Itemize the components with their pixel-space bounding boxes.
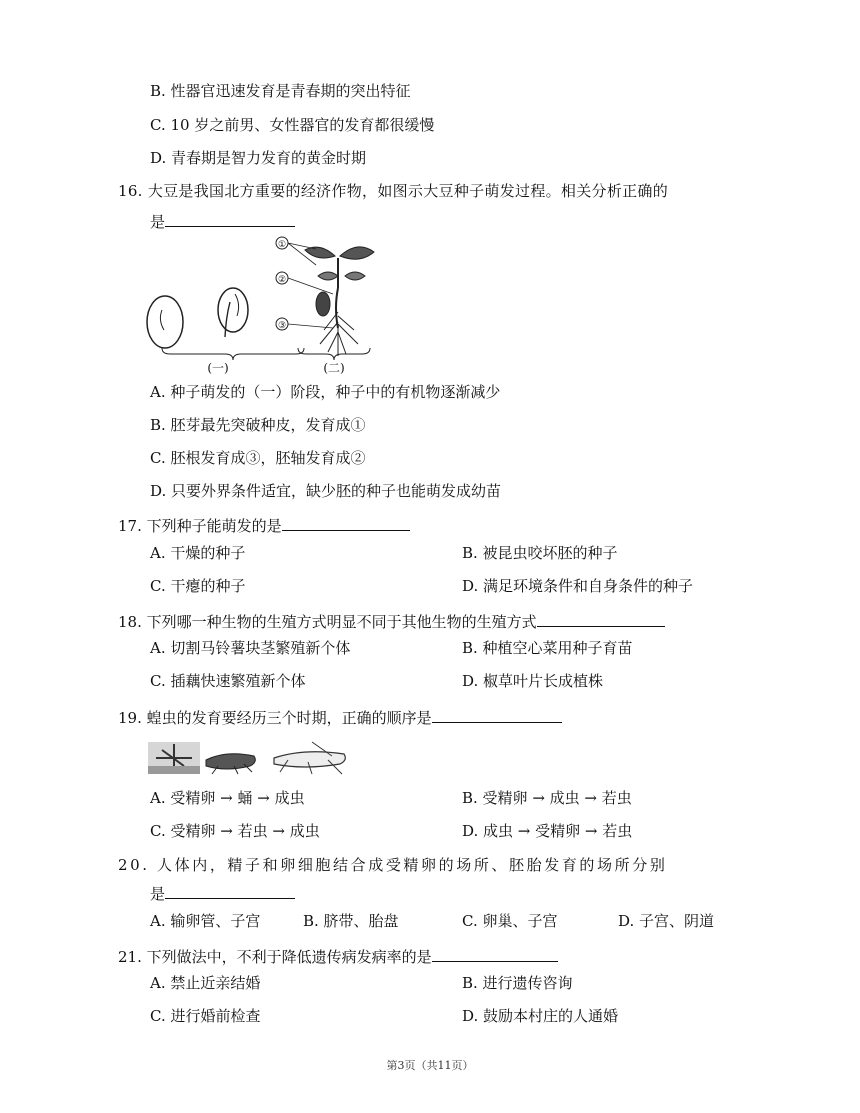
stage-label-2: (二) bbox=[323, 361, 345, 375]
seed-stage-1 bbox=[147, 296, 183, 348]
marker-1: ① bbox=[277, 240, 287, 250]
q19-stem-text: 19. 蝗虫的发育要经历三个时期，正确的顺序是 bbox=[118, 709, 432, 727]
q20-option-b: B. 脐带、胎盘 bbox=[303, 912, 399, 930]
answer-blank bbox=[282, 514, 410, 531]
q17-option-b: B. 被昆虫咬坏胚的种子 bbox=[462, 544, 618, 562]
q21-option-b: B. 进行遗传咨询 bbox=[462, 974, 573, 992]
q19-stem bbox=[118, 706, 562, 728]
page-footer: 第3页（共11页） bbox=[386, 1059, 474, 1072]
q20-option-c: C. 卵巢、子宫 bbox=[462, 912, 558, 930]
q15-option-b: B. 性器官迅速发育是青春期的突出特征 bbox=[150, 82, 411, 100]
q18-option-c: C. 插藕快速繁殖新个体 bbox=[150, 672, 306, 690]
marker-2: ② bbox=[277, 275, 287, 285]
q17-stem-text: 17. 下列种子能萌发的是 bbox=[118, 517, 282, 535]
q19-option-c: C. 受精卵 → 若虫 → 成虫 bbox=[150, 822, 320, 840]
q21-option-c: C. 进行婚前检查 bbox=[150, 1007, 261, 1025]
q18-stem bbox=[118, 610, 665, 632]
q20-stem-line2 bbox=[150, 882, 295, 904]
q17-option-a: A. 干燥的种子 bbox=[150, 544, 246, 562]
q21-option-a: A. 禁止近亲结婚 bbox=[150, 974, 261, 992]
q20-stem-line1: 20. 人体内，精子和卵细胞结合成受精卵的场所、胚胎发育的场所分别 bbox=[118, 856, 668, 874]
answer-blank bbox=[165, 210, 295, 227]
answer-blank bbox=[432, 706, 562, 723]
q16-option-b: B. 胚芽最先突破种皮，发育成① bbox=[150, 416, 366, 434]
q20-option-a: A. 输卵管、子宫 bbox=[150, 912, 261, 930]
q19-option-a: A. 受精卵 → 蛹 → 成虫 bbox=[150, 789, 305, 807]
q21-stem bbox=[118, 945, 558, 967]
q16-option-d: D. 只要外界条件适宜，缺少胚的种子也能萌发成幼苗 bbox=[150, 482, 502, 500]
q16-stem-line2 bbox=[150, 210, 295, 232]
q20-option-d: D. 子宫、阴道 bbox=[618, 912, 715, 930]
seed-stage-2 bbox=[218, 288, 248, 332]
seed-germination-figure bbox=[140, 232, 390, 377]
q21-option-d: D. 鼓励本村庄的人通婚 bbox=[462, 1007, 619, 1025]
q18-stem-text: 18. 下列哪一种生物的生殖方式明显不同于其他生物的生殖方式 bbox=[118, 613, 537, 631]
marker-3: ③ bbox=[277, 321, 287, 331]
q21-stem-text: 21. 下列做法中，不利于降低遗传病发病率的是 bbox=[118, 948, 432, 966]
q15-option-c: C. 10 岁之前男、女性器官的发育都很缓慢 bbox=[150, 116, 435, 134]
q18-option-d: D. 椒草叶片长成植株 bbox=[462, 672, 604, 690]
q18-option-b: B. 种植空心菜用种子育苗 bbox=[462, 639, 633, 657]
seedling-stage-3 bbox=[305, 247, 374, 356]
q15-option-d: D. 青春期是智力发育的黄金时期 bbox=[150, 149, 367, 167]
q17-option-d: D. 满足环境条件和自身条件的种子 bbox=[462, 577, 694, 595]
stage-label-1: (一) bbox=[207, 361, 229, 375]
answer-blank bbox=[165, 882, 295, 899]
q17-stem bbox=[118, 514, 410, 536]
q18-option-a: A. 切割马铃薯块茎繁殖新个体 bbox=[150, 639, 351, 657]
q20-stem-line2-text: 是 bbox=[150, 885, 166, 903]
answer-blank bbox=[537, 610, 665, 627]
q16-stem-line1: 16. 大豆是我国北方重要的经济作物，如图示大豆种子萌发过程。相关分析正确的 bbox=[118, 182, 669, 200]
q17-option-c: C. 干瘪的种子 bbox=[150, 577, 246, 595]
locust-stages-figure bbox=[148, 740, 358, 776]
adult-stage-image bbox=[274, 742, 345, 774]
q19-option-b: B. 受精卵 → 成虫 → 若虫 bbox=[462, 789, 632, 807]
answer-blank bbox=[432, 945, 558, 962]
q16-stem-line2-text: 是 bbox=[150, 213, 166, 231]
q19-option-d: D. 成虫 → 受精卵 → 若虫 bbox=[462, 822, 633, 840]
nymph-stage-image bbox=[206, 754, 255, 774]
q16-option-a: A. 种子萌发的（一）阶段，种子中的有机物逐渐减少 bbox=[150, 383, 501, 401]
q16-option-c: C. 胚根发育成③，胚轴发育成② bbox=[150, 449, 366, 467]
